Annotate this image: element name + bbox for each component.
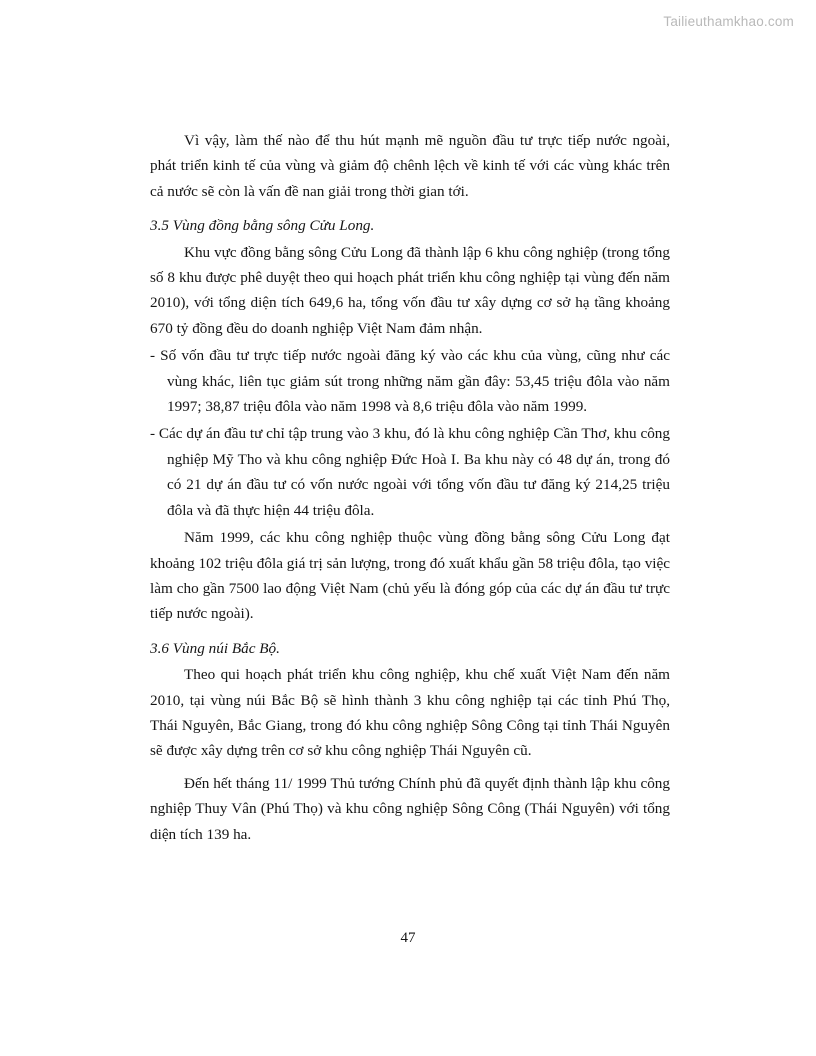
section-heading-3-5: 3.5 Vùng đồng bằng sông Cửu Long. — [150, 217, 375, 235]
page-body — [150, 128, 670, 849]
paragraph-4: Theo qui hoạch phát triển khu công nghiệp, khu chế xuất Việt Nam đến năm 2010, tại vùng núi Bắc Bộ sẽ hình thành 3 khu công nghiệp tại các tỉnh Phú Thọ, Thái Nguyên, Bắc Giang, trong đó khu công nghiệp Sông Công tại tỉnh Thái Nguyên sẽ được xây dựng trên cơ sở khu công nghiệp Thái Nguyên cũ. — [150, 666, 670, 760]
paragraph-2: Khu vực đồng bằng sông Cửu Long đã thành lập 6 khu công nghiệp (trong tổng số 8 khu được phê duyệt theo qui hoạch phát triển khu công nghiệp tại vùng đến năm 2010), với tổng diện tích 649,6 ha, tổng vốn đầu tư xây dựng cơ sở hạ tầng khoảng 670 tỷ đồng đều do doanh nghiệp Việt Nam đảm nhận. — [150, 243, 670, 337]
section-heading-3-6: 3.6 Vùng núi Bắc Bộ. — [150, 639, 280, 657]
bullet-item-2: - Các dự án đầu tư chỉ tập trung vào 3 khu, đó là khu công nghiệp Cần Thơ, khu công nghiệp Mỹ Tho và khu công nghiệp Đức Hoà I. Ba khu này có 48 dự án, trong đó có 21 dự án đầu tư có vốn nước ngoài với tổng vốn đầu tư đăng ký 214,25 triệu đôla và đã thực hiện 44 triệu đôla. — [150, 425, 670, 519]
paragraph-1: Vì vậy, làm thế nào để thu hút mạnh mẽ nguồn đầu tư trực tiếp nước ngoài, phát triển kinh tế của vùng và giảm độ chênh lệch về kinh tế với các vùng khác trên cả nước sẽ còn là vấn đề nan giải trong thời gian tới. — [150, 132, 670, 200]
page-number: 47 — [400, 930, 416, 946]
paragraph-5: Đến hết tháng 11/ 1999 Thủ tướng Chính phủ đã quyết định thành lập khu công nghiệp Thuy Vân (Phú Thọ) và khu công nghiệp Sông Công (Thái Nguyên) với tổng diện tích 139 ha. — [150, 774, 670, 843]
watermark-text: Tailieuthamkhao.com — [663, 14, 794, 29]
paragraph-3: Năm 1999, các khu công nghiệp thuộc vùng đồng bằng sông Cửu Long đạt khoảng 102 triệu đôla giá trị sản lượng, trong đó xuất khẩu gần 58 triệu đôla, tạo việc làm cho gần 7500 lao động Việt Nam (chủ yếu là đóng góp của các dự án đầu tư trực tiếp nước ngoài). — [150, 529, 670, 623]
bullet-item-1: - Số vốn đầu tư trực tiếp nước ngoài đăng ký vào các khu của vùng, cũng như các vùng khác, liên tục giảm sút trong những năm gần đây: 53,45 triệu đôla vào năm 1997; 38,87 triệu đôla vào năm 1998 và 8,6 triệu đôla vào năm 1999. — [150, 347, 670, 416]
